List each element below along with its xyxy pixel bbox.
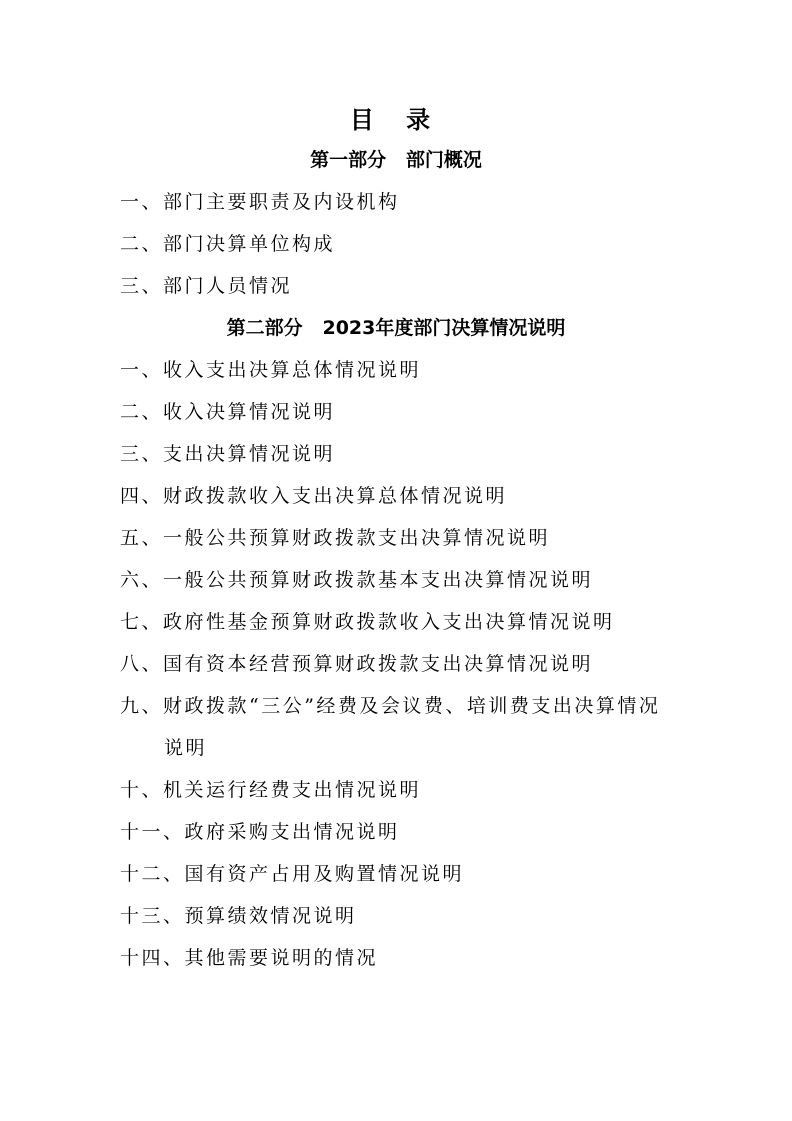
toc-entry-part2-3: 三、支出决算情况说明 (120, 443, 336, 465)
toc-entry-part2-7: 七、政府性基金预算财政拨款收入支出决算情况说明 (120, 611, 615, 633)
toc-entry-part2-14: 十四、其他需要说明的情况 (120, 947, 379, 969)
toc-entry-part2-1: 一、收入支出决算总体情况说明 (120, 359, 422, 381)
toc-entry-part2-11: 十一、政府采购支出情况说明 (120, 821, 400, 843)
toc-entry-part2-5: 五、一般公共预算财政拨款支出决算情况说明 (120, 527, 551, 549)
toc-entry-part2-10: 十、机关运行经费支出情况说明 (120, 779, 422, 801)
toc-entry-part2-2: 二、收入决算情况说明 (120, 401, 336, 423)
toc-entry-part2-8: 八、国有资本经营预算财政拨款支出决算情况说明 (120, 653, 594, 675)
page-title: 目 录 (349, 106, 443, 134)
part-one-heading: 第一部分 部门概况 (310, 149, 482, 171)
toc-entry-part1-1: 一、部门主要职责及内设机构 (120, 191, 400, 213)
toc-entry-part2-9-continued: 说明 (164, 737, 208, 759)
toc-entry-part1-3: 三、部门人员情况 (120, 275, 293, 297)
toc-entry-part2-6: 六、一般公共预算财政拨款基本支出决算情况说明 (120, 569, 594, 591)
toc-entry-part2-12: 十二、国有资产占用及购置情况说明 (120, 863, 465, 885)
toc-entry-part2-13: 十三、预算绩效情况说明 (120, 905, 357, 927)
part-two-heading: 第二部分 2023年度部门决算情况说明 (226, 317, 566, 339)
toc-entry-part2-9: 九、财政拨款“三公”经费及会议费、培训费支出决算情况 (120, 695, 661, 717)
toc-entry-part2-4: 四、财政拨款收入支出决算总体情况说明 (120, 485, 508, 507)
toc-entry-part1-2: 二、部门决算单位构成 (120, 233, 336, 255)
